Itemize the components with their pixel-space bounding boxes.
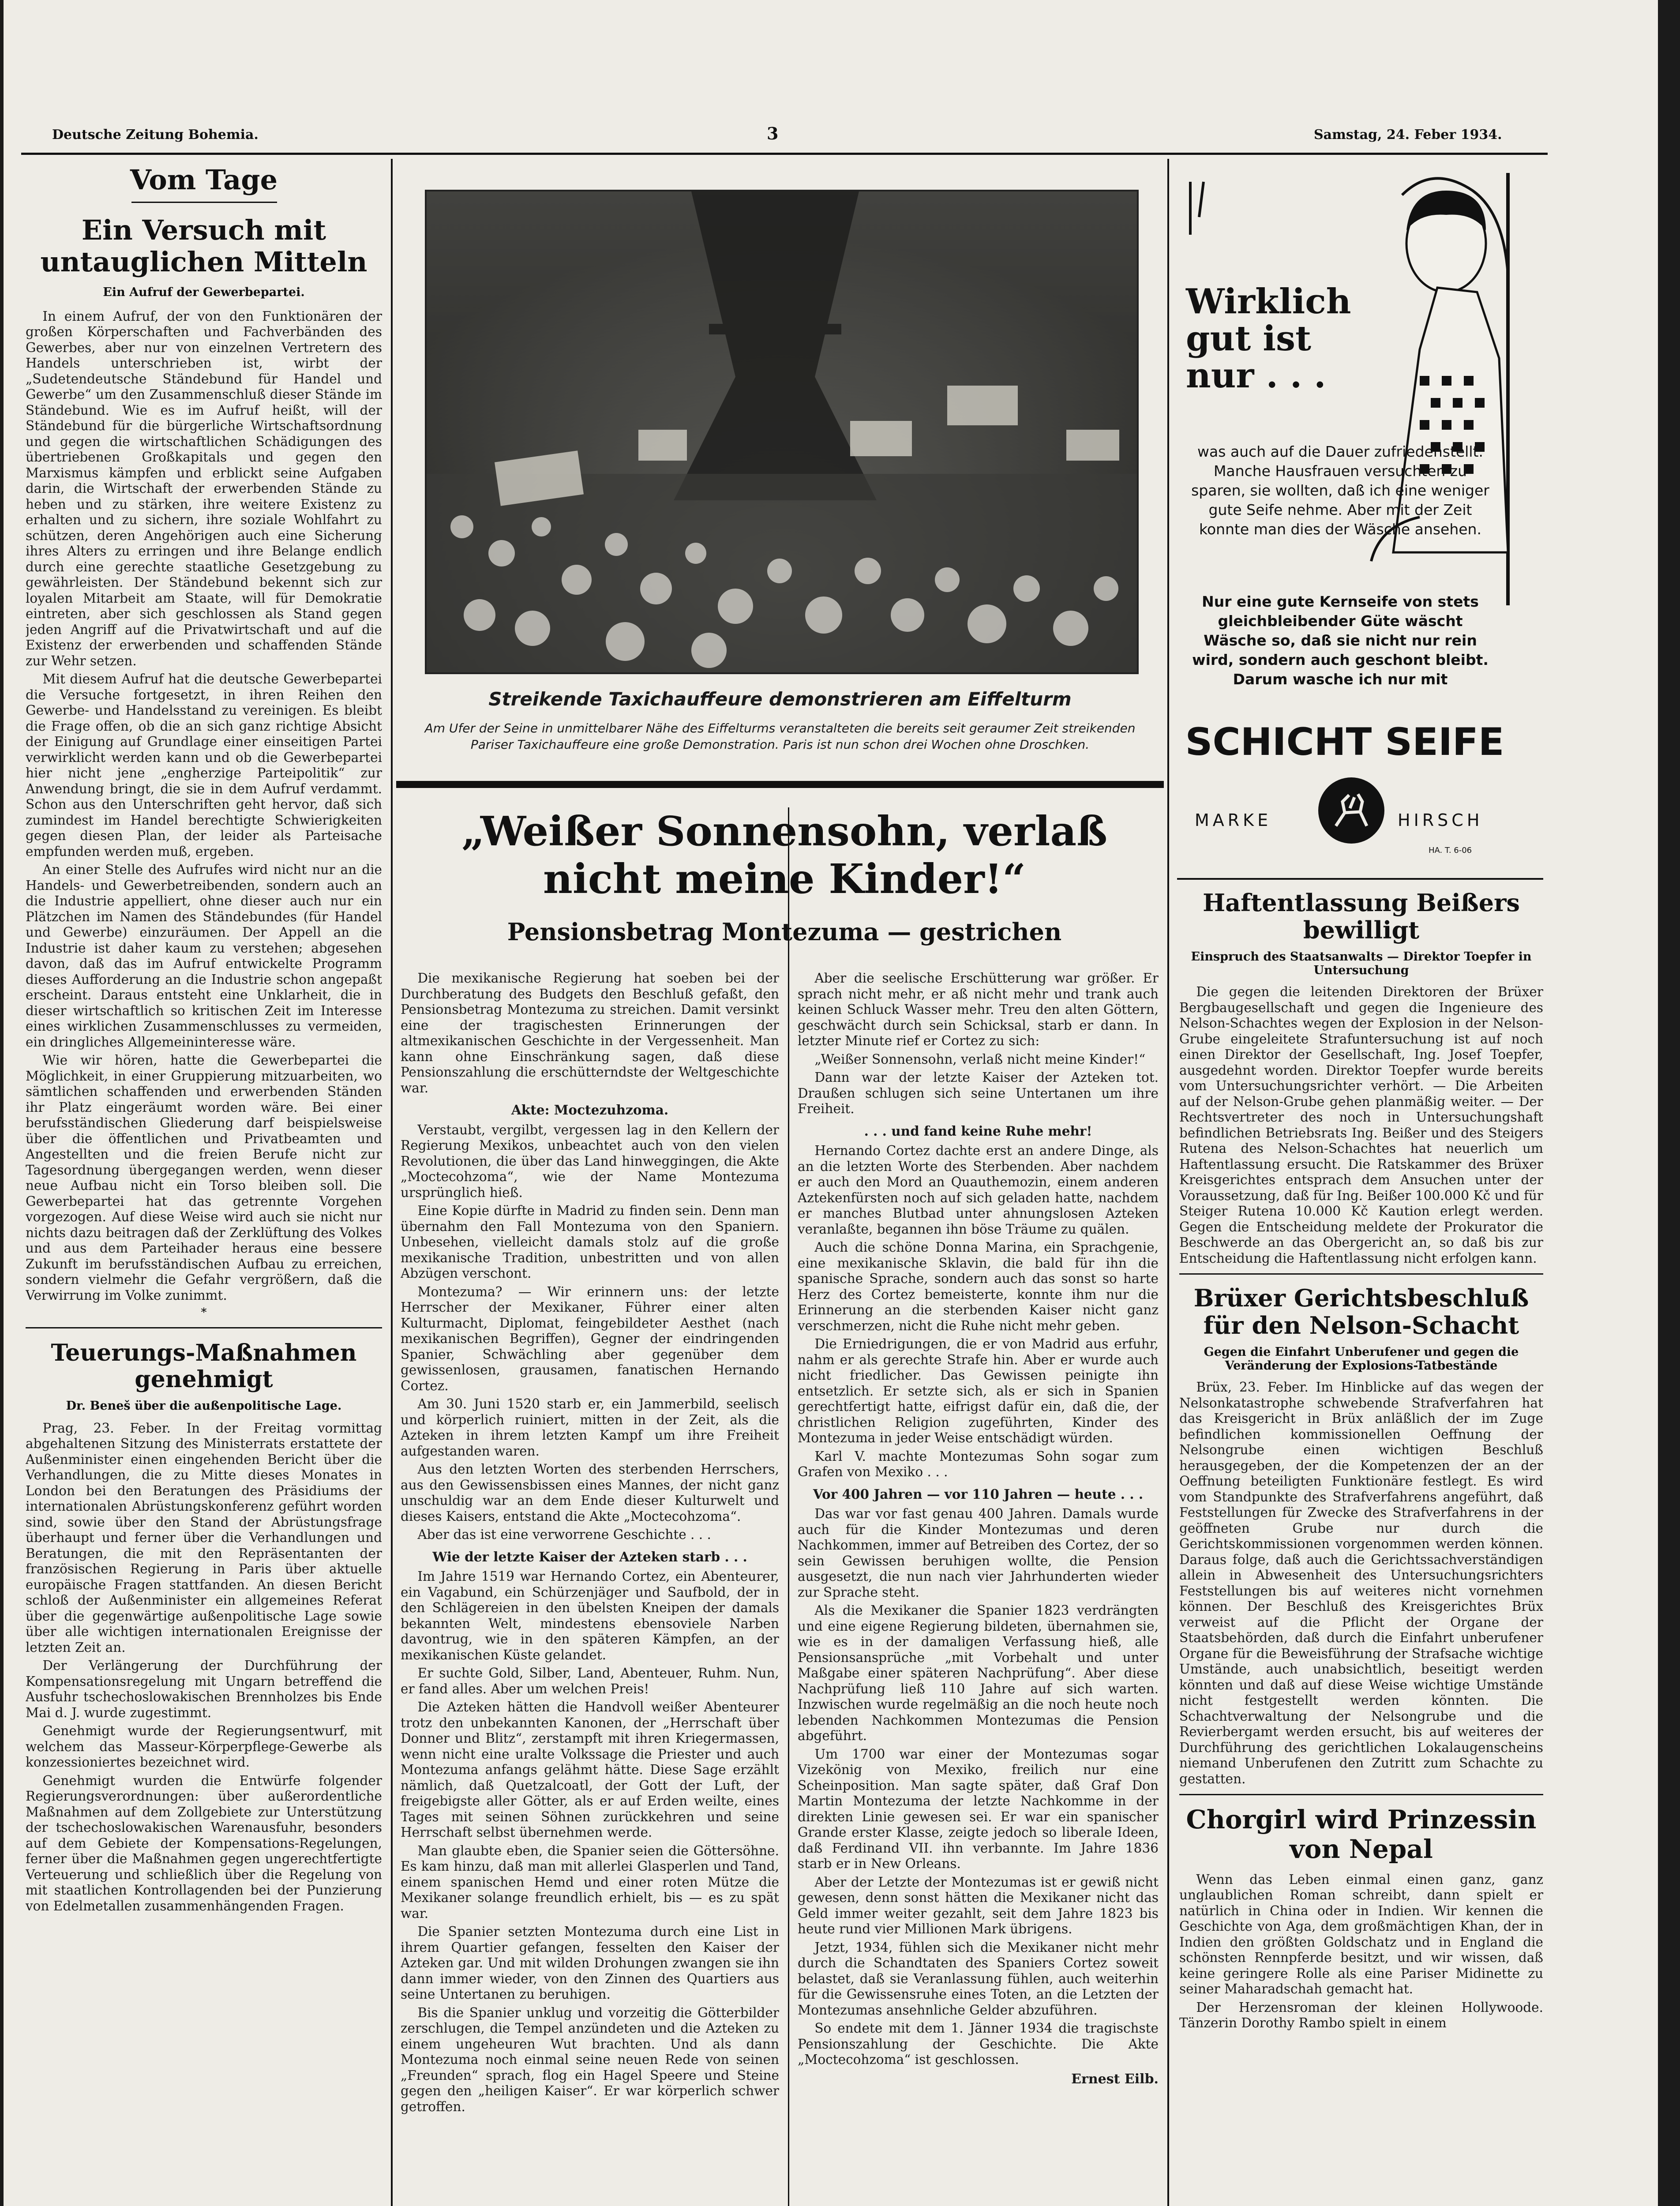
ad-mark-left: MARKE [1195, 810, 1272, 830]
paragraph: Als die Mexikaner die Spanier 1823 verdrängten und eine eigene Regierung bildeten, übernahmen sie, wie es in der damaligen Verfassung hieß, alle Pensionsansprüche „mit Vorbehalt und unter Maßgabe einer späteren Nachprüfung“. Aber diese Nachprüfung ließ 110 Jahre auf sich warten. Inzwischen wurde regelmäßig an die noch heute noch lebenden Nachkommen Montezumas die Pension abgeführt. [798, 1603, 1159, 1743]
article-body [1179, 1380, 1543, 1787]
subhead: Vor 400 Jahren — vor 110 Jahren — heute . . . [813, 1486, 1144, 1502]
paragraph: Die mexikanische Regierung hat soeben bei der Durchberatung des Budgets den Beschluß gefaßt, den Pensionsbetrag Montezuma zu streichen. Damit versinkt eine der tragischesten Erinnerungen der altmexikanischen Geschichte in der Vergessenheit. Man kann ohne Einschränkung sagen, daß diese Pensionszahlung die erschütterndste der Weltgeschichte war. [401, 971, 779, 1095]
ad-slogan: Wirklich gut ist nur . . . [1186, 281, 1351, 396]
subhead: Wie der letzte Kaiser der Azteken starb . . . [432, 1549, 747, 1564]
paragraph: Aus den letzten Worten des sterbenden Herrschers, aus den Gewissensbissen eines Mannes, der nicht ganz unschuldig war an dem Ende dieser Kulturwelt und dieses Kaisers, entstand die Akte „Moctecohzoma“. [401, 1462, 779, 1524]
column-divider [788, 807, 789, 2206]
paragraph: Am 30. Juni 1520 starb er, ein Jammerbild, seelisch und körperlich ruiniert, mitten in der Zeit, als die Azteken in ihrem letzten Kampf um ihre Freiheit aufgestanden waren. [401, 1396, 779, 1459]
paragraph: Karl V. machte Montezumas Sohn sogar zum Grafen von Mexiko . . . [798, 1448, 1159, 1479]
ad-bottom-rule [1177, 878, 1543, 880]
deer-logo-icon [1318, 777, 1384, 844]
story-headline: „Weißer Sonnensohn, verlaß nicht meine Kinder!“ [461, 807, 1107, 903]
photo-caption-title: Streikende Taxichauffeure demonstrieren am Eiffelturm [488, 688, 1072, 710]
story-body [798, 971, 1159, 2068]
story-body [401, 971, 779, 2115]
paragraph: Brüx, 23. Feber. Im Hinblicke auf das wegen der Nelsonkatastrophe schwebende Strafverfahren hat das Kreisgericht in Brüx anläßlich der im Zuge befindlichen kommissionellen Oeffnung der Nelsongrube einen wichtigen Beschluß herausgegeben, der die Kompetenzen der an der Oeffnung beteiligten Funktionäre festlegt. Es wird vom Standpunkte des Strafverfahrens angeführt, daß Feststellungen für Zwecke des Strafverfahrens in der geöffneten Grube nur durch die Gerichtskommissionen vorgenommen werden können. Daraus folge, daß auch die Gerichtssachverständigen allein in Abwesenheit des Untersuchungsrichters Feststellungen bis auf weiteres nicht vornehmen können. Der Beschluß des Kreisgerichtes Brüx verweist auf die Pflicht der Organe der Staatsbehörden, daß durch die Einfahrt unberufener Organe für die Beweisführung der Strafsache wichtige Umstände, auch unabsichtlich, beseitigt werden könnten und daß auf diese Weise wichtige Umstände nicht festgestellt werden könnten. Die Schachtverwaltung der Nelsongrube und die Revierbergamt werden ersucht, bis auf weiteres der Durchführung des gerichtlichen Lokalaugenscheins niemand Unberufenen den Zutritt zum Schachte zu gestatten. [1179, 1380, 1543, 1786]
section-title: Vom Tage [130, 164, 278, 196]
story-left-column [401, 971, 779, 2206]
paragraph: Der Verlängerung der Durchführung der Kompensationsregelung mit Ungarn betreffend die Ausfuhr tschechoslowakischen Brennholzes bis Ende Mai d. J. wurde zugestimmt. [26, 1658, 382, 1720]
paragraph: Der Herzensroman der kleinen Hollywoode. Tänzerin Dorothy Rambo spielt in einem [1179, 2000, 1543, 2031]
paragraph: Die gegen die leitenden Direktoren der Brüxer Bergbaugesellschaft und gegen die Ingenieure des Nelson-Schachtes wegen der Explosion in der Nelson-Grube eingeleitete Strafuntersuchung ist auf noch einen Direktor der Gesellschaft, Ing. Josef Toepfer, ausgedehnt worden. Direktor Toepfer wurde bereits vom Untersuchungsrichter verhört. — Die Arbeiten auf der Nelson-Grube gehen planmäßig weiter. — Der Rechtsvertreter des noch in Untersuchungshaft befindlichen Betriebsrats Ing. Beißer und des Steigers Rutena des Nelson-Schachtes hat neuerlich um Haftentlassung ersucht. Die Ratskammer des Brüxer Kreisgerichtes entsprach dem Ansuchen unter der Voraussetzung, daß für Ing. Beißer 100.000 Kč und für Steiger Rutena 10.000 Kč Kaution erlegt werden. Gegen die Entscheidung meldete der Prokurator die Beschwerde an das Obergericht an, so daß bis zur Entscheidung die Haftentlassung nicht erfolgen kann. [1179, 984, 1543, 1266]
paragraph: Aber das ist eine verworrene Geschichte . . . [417, 1527, 711, 1542]
page-number: 3 [767, 124, 779, 143]
article-kicker: Ein Aufruf der Gewerbepartei. [103, 285, 305, 299]
column-divider [1167, 159, 1169, 2206]
photo-bottom-rule [396, 781, 1164, 788]
ad-code: HA. T. 6-06 [1429, 846, 1472, 855]
photo-caption-text: Am Ufer der Seine in unmittelbarer Nähe des Eiffelturms veranstalteten die bereits seit geraumer Zeit streikenden Pariser Taxichauffeure eine große Demonstration. Paris ist nun schon drei Wochen ohne Droschken. [424, 721, 1136, 752]
separator-asterisk: * [201, 1306, 207, 1320]
photo-illustration [427, 191, 1137, 672]
article-kicker: Gegen die Einfahrt Unberufener und gegen die Veränderung der Explosions-Tatbestände [1204, 1345, 1519, 1373]
paragraph: In einem Aufruf, der von den Funktionären der großen Körperschaften und Fachverbänden des Gewerbes, aber nur von einzelnen Vertretern des Handels unterschrieben ist, wirbt der „Sudetendeutsche Ständebund für Handel und Gewerbe“ um den Zusammenschluß dieser Stände im Ständebund. Wie es im Aufruf heißt, will der Ständebund für die bürgerliche Wirtschaftsordnung und gegen die wirtschaftlichen Schädigungen des übertriebenen Großkapitals und gegen den Marxismus kämpfen und erblickt seine Aufgaben darin, die Wirtschaft der erwerbenden Stände zu heben und zu stärken, ihre weitere Existenz zu erhalten und zu sichern, ihre soziale Wohlfahrt zu schützen, deren Angehörigen auch eine Sicherung ihres Alters zu erringen und ihre Belange endlich durch eine gerechte staatliche Gesetzgebung zu gewährleisten. Der Ständebund bekennt sich zur loyalen Mitarbeit am Staate, will für Demokratie eintreten, aber sich geschlossen als Stand gegen jeden Angriff auf die Privatwirtschaft und auf die Existenz der erwerbenden und schaffenden Stände zur Wehr setzen. [26, 308, 382, 668]
subhead: . . . und fand keine Ruhe mehr! [864, 1123, 1092, 1139]
article-headline: Chorgirl wird Prinzessin von Nepal [1186, 1805, 1537, 1865]
article-body [26, 309, 382, 1304]
paragraph: Mit diesem Aufruf hat die deutsche Gewerbepartei die Versuche fortgesetzt, in ihren Reihen den Gewerbe- und Handelsstand zu vereinigen. Es bleibt die Frage offen, ob die an sich ganz richtige Absicht der Einigung auf Grundlage einer einseitigen Partei verwirklicht werden kann und ob die Gewerbepartei hier nicht jene „engherzige Parteipolitik“ zur Anwendung bringt, die sie in dem Aufruf verdammt. Schon aus den Unterschriften geht hervor, daß sich zumindest im Handel berechtigte Schwierigkeiten gegen diesen Plan, der leider als Parteisache empfunden werden muß, ergeben. [26, 672, 382, 859]
left-column [26, 164, 382, 2206]
paragraph: Die Spanier setzten Montezuma durch eine List in ihrem Quartier gefangen, fesselten den Kaiser der Azteken gar. Und mit wilden Drohungen zwangen sie ihn dann immer wieder, von den Zinnen des Quartiers aus seine Untertanen zu beruhigen. [401, 1924, 779, 2002]
article-kicker: Einspruch des Staatsanwalts — Direktor Toepfer in Untersuchung [1191, 950, 1532, 978]
paragraph: Das war vor fast genau 400 Jahren. Damals wurde auch für die Kinder Montezumas und deren Nachkommen, immer auf Betreiben des Cortez, der so sein Gewissen beruhigen wollte, die Pension ausgesetzt, die nun nach vier Jahrhunderten wieder zur Sprache steht. [798, 1506, 1159, 1600]
article-rule [1179, 1794, 1543, 1795]
paragraph: Montezuma? — Wir erinnern uns: der letzte Herrscher der Mexikaner, Führer einer alten Kulturmacht, Diplomat, feingebildeter Aesthet (nach mexikanischen Begriffen), Gegner der eindringenden Spanier, Schwächling aber gegenüber dem gewissenlosen, grausamen, fanatischen Hernando Cortez. [401, 1284, 779, 1393]
paragraph: Prag, 23. Feber. In der Freitag vormittag abgehaltenen Sitzung des Ministerrats erstattete der Außenminister einen eingehenden Bericht über die Verhandlungen, die zu Mitte dieses Monates in London bei den Beratungen des Präsidiums der internationalen Abrüstungskonferenz geführt worden sind, sowie über den Stand der Abrüstungsfrage überhaupt und ferner über die Verhandlungen und Beratungen, die mit den Repräsentanten der französischen Regierung in Paris über aktuelle europäische Fragen stattfanden. An diesen Bericht schloß der Außenminister ein allgemeines Referat über die gegenwärtige außenpolitische Lage sowie über alle wichtigen internationalen Ereignisse der letzten Zeit an. [26, 1420, 382, 1655]
paragraph: Er suchte Gold, Silber, Land, Abenteuer, Ruhm. Nun, er fand alles. Aber um welchen Preis! [401, 1666, 779, 1696]
paragraph: Verstaubt, vergilbt, vergessen lag in den Kellern der Regierung Mexikos, unbeachtet auch von den vielen Revolutionen, die über das Land hinweggingen, die Akte „Moctecohzoma“, wie der Name Montezuma ursprünglich hieß. [401, 1122, 779, 1200]
newspaper-page [4, 0, 1658, 2206]
column-divider [391, 159, 393, 2206]
paragraph: Aber der Letzte der Montezumas ist er gewiß nicht gewesen, denn sonst hätten die Mexikaner nicht das Geld immer weiter gezahlt, seit dem Jahre 1823 bis heute rund vier Millionen Mark übrigens. [798, 1874, 1159, 1936]
paragraph: Dann war der letzte Kaiser der Azteken tot. Draußen schlugen sich seine Untertanen um ihre Freiheit. [798, 1070, 1159, 1116]
paragraph: Bis die Spanier unklug und vorzeitig die Götterbilder zerschlugen, die Tempel anzündeten und die Azteken zu einem ungeheuren Wut brachten. Und als dann Montezuma noch einmal seine neuen Rede von seinen „Freunden“ sprach, flog ein Hagel Speere und Steine gegen den „heiligen Kaiser“. Er war körperlich schwer getroffen. [401, 2005, 779, 2114]
issue-date: Samstag, 24. Feber 1934. [1314, 127, 1502, 143]
header-rule [21, 153, 1548, 155]
curtain-stroke [1190, 182, 1204, 235]
paragraph: Aber die seelische Erschütterung war größer. Er sprach nicht mehr, er aß nicht mehr und trank auch keinen Schluck Wasser mehr. Treu den alten Göttern, geschwächt durch sein Schicksal, starb er dann. In letzter Minute rief er Cortez zu sich: [798, 971, 1159, 1048]
ad-mark-right: HIRSCH [1398, 810, 1483, 830]
paragraph: Auch die schöne Donna Marina, ein Sprachgenie, eine mexikanische Sklavin, die bald für ihn die spanische Sprache, sondern auch das sonst so harte Herz des Cortez bemeisterte, konnte ihm nur die Erinnerung an die sterbenden Kaiser nicht ganz verschmerzen, nicht die Ruhe nicht mehr geben. [798, 1240, 1159, 1333]
ad-body-1: was auch auf die Dauer zufriedenstellt. Manche Hausfrauen versuchten zu sparen, sie wollten, daß ich eine weniger gute Seife nehme. Aber mit der Zeit konnte man dies der Wäsche ansehen. [1191, 443, 1489, 538]
story-right-column [798, 971, 1159, 2206]
story-subheadline: Pensionsbetrag Montezuma — gestrichen [507, 918, 1062, 946]
paragraph: Im Jahre 1519 war Hernando Cortez, ein Abenteurer, ein Vagabund, ein Schürzenjäger und Saufbold, der in den Schlägereien in den übelsten Kneipen der damals bekannten Welt, mindestens ebensoviele Narben davontrug, wie in den späteren Kämpfen, an der mexikanischen Küste gelandet. [401, 1569, 779, 1662]
masthead-paper-name: Deutsche Zeitung Bohemia. [52, 127, 259, 143]
author-signature: Ernest Eilb. [1071, 2071, 1159, 2087]
paragraph: So endete mit dem 1. Jänner 1934 die tragischste Pensionszahlung der Geschichte. Die Akte „Moctecohzoma“ ist geschlossen. [798, 2021, 1159, 2067]
paragraph: Wenn das Leben einmal einen ganz, ganz unglaublichen Roman schreibt, dann spielt er natürlich in China oder in Indien. Wir kennen die Geschichte von Aga, dem großmächtigen Khan, der in Indien den größten Goldschatz und in England die schönsten Rennpferde besitzt, und wir wissen, daß keine geringere Rolle als eine Pariser Midinette zu seiner Maharadschah gemacht hat. [1179, 1872, 1543, 1997]
ad-brand: SCHICHT SEIFE [1185, 720, 1504, 764]
article-headline: Brüxer Gerichtsbeschluß für den Nelson-Schacht [1193, 1284, 1529, 1340]
paragraph: Die Azteken hätten die Handvoll weißer Abenteurer trotz den unbekannten Kanonen, der „Herrschaft über Donner und Blitz“, zerstampft mit ihren Kriegermassen, wenn nicht eine uralte Volkssage die Priester und auch Montezuma anfangs gelähmt hätte. Diese Sage erzählt nämlich, daß Quetzalcoatl, der Gott der Luft, der freigebigste aller Götter, als er auf Erden weilte, eines Tages mit seinen Söhnen zurückkehren und seine Herrschaft selbst übernehmen werde. [401, 1700, 779, 1840]
article-headline: Ein Versuch mit untauglichen Mitteln [40, 214, 368, 278]
paragraph: Eine Kopie dürfte in Madrid zu finden sein. Denn man übernahm den Fall Montezuma von den Spaniern. Unbesehen, vielleicht damals stolz auf die große mexikanische Tradition, unbestritten und von allen Abzügen verschont. [401, 1203, 779, 1281]
article-rule [1179, 1273, 1543, 1275]
article-body [1179, 984, 1543, 1266]
article-kicker: Dr. Beneš über die außenpolitische Lage. [66, 1399, 342, 1413]
subhead: Akte: Moctezuhzoma. [511, 1102, 669, 1118]
paragraph: Jetzt, 1934, fühlen sich die Mexikaner nicht mehr durch die Schandtaten des Spaniers Cortez soweit belastet, daß sie Veranlassung fühlen, auch weiterhin für die Gewissensruhe eines Toten, an die Letzten der Montezumas ansehnliche Gelder abzuführen. [798, 1940, 1159, 2018]
article-body [1179, 1872, 1543, 2031]
paragraph: Genehmigt wurde der Regierungsentwurf, mit welchem das Masseur-Körperpflege-Gewerbe als konzessioniertes bezeichnet wird. [26, 1723, 382, 1770]
paragraph: An einer Stelle des Aufrufes wird nicht nur an die Handels- und Gewerbetreibenden, sondern auch an die Industrie appelliert, ohne dieser auch nur ein Plätzchen im Namen des Ständebundes (für Handel und Gewerbe) einzuräumen. Der Appell an die Industrie ist daher kaum zu verstehen; abgesehen davon, daß das im Aufruf entwickelte Programm dieses Aufforderung an die Industrie schon angepaßt erscheint. Daraus entsteht eine Unklarheit, die in dieser wirtschaftlich so kritischen Zeit im Interesse eines wirklichen Zusammenschlusses zu vermeiden, ein dringliches Allgemeininteresse wäre. [26, 862, 382, 1050]
article-rule [26, 1327, 382, 1328]
paragraph: „Weißer Sonnensohn, verlaß nicht meine Kinder!“ [814, 1051, 1146, 1067]
paragraph: Hernando Cortez dachte erst an andere Dinge, als an die letzten Worte des Sterbenden. Aber nachdem er auch den Mord an Quauthemozin, einem anderen Aztekenfürsten noch auf sich geladen hatte, nachdem er manches Blutbad unter ahnungslosen Azteken veranlaßte, begannen ihn böse Träume zu quälen. [798, 1143, 1159, 1237]
article-headline: Teuerungs-Maßnahmen genehmigt [51, 1339, 357, 1393]
article-headline: Haftentlassung Beißers bewilligt [1203, 889, 1520, 945]
paragraph: Die Erniedrigungen, die er von Madrid aus erfuhr, nahm er als gerechte Strafe hin. Aber er wurde auch nicht friedlicher. Das Gewissen peinigte ihn entsetzlich. Er setzte sich, als er sich in Spanien gerechtfertigt hatte, eifrigst dafür ein, daß die, der christlichen Religion zugeführten, Kinder des Montezuma in jeder Weise entschädigt würden. [798, 1336, 1159, 1445]
right-column [1179, 889, 1543, 2206]
article-body [26, 1421, 382, 1914]
paragraph: Um 1700 war einer der Montezumas sogar Vizekönig von Mexiko, freilich nur eine Scheinposition. Man sagte später, daß Graf Don Martin Montezuma der letzte Nachkomme in der direkten Linie gewesen sei. Er war ein spanischer Grande erster Klasse, zeigte jedoch so liberale Ideen, daß Ferdinand VII. ihn verbannte. Im Jahre 1836 starb er in New Orleans. [798, 1746, 1159, 1871]
paragraph: Wie wir hören, hatte die Gewerbepartei die Möglichkeit, in einer Gruppierung mitzuarbeiten, wo sämtlichen schaffenden und erwerbenden Ständen ihr Platz eingeräumt worden wäre. Bei einer berufsständischen Gliederung darf beispielsweise über die öffentlichen und Privatbeamten und Angestellten und die freien Berufe nicht zur Tagesordnung übergegangen werden, wenn dieser neue Aufbau nicht ein Torso bleiben soll. Die Gewerbepartei hat das getrennte Vorgehen vorgezogen. Auf diese Weise wird auch sie nicht nur nichts dazu beitragen daß der Zerklüftung des Volkes und aus dem Parteihader heraus eine bessere Zukunft im berufsständischen Aufbau zu erreichen, sondern vielmehr die Gefahr vergrößern, daß die Verwirrung im Volke zunimmt. [26, 1053, 382, 1303]
paragraph: Man glaubte eben, die Spanier seien die Göttersöhne. Es kam hinzu, daß man mit allerlei Glasperlen und Tand, einem spanischen Hemd und einer roten Mütze die Mexikaner solange freundlich erhielt, bis — es zu spät war. [401, 1843, 779, 1921]
news-photo [425, 190, 1139, 674]
soap-advertisement [1173, 164, 1548, 870]
section-rule [131, 202, 277, 203]
paragraph: Genehmigt wurden die Entwürfe folgender Regierungsverordnungen: über außerordentliche Maßnahmen auf dem Zollgebiete zur Unterstützung der tschechoslowakischen Warenausfuhr, besonders auf dem Gebiete der Kompensations-Regelungen, ferner über die Maßnahmen gegen ungerechtfertigte Verteuerung und schließlich über die Regelung von mit staatlichen Kontrollagenden bei der Punzierung von Edelmetallen zusammenhängenden Fragen. [26, 1773, 382, 1913]
ad-body-2: Nur eine gute Kernseife von stets gleichbleibender Güte wäscht Wäsche so, daß sie nicht nur rein wird, sondern auch geschont bleibt. Darum wasche ich nur mit [1192, 593, 1489, 688]
